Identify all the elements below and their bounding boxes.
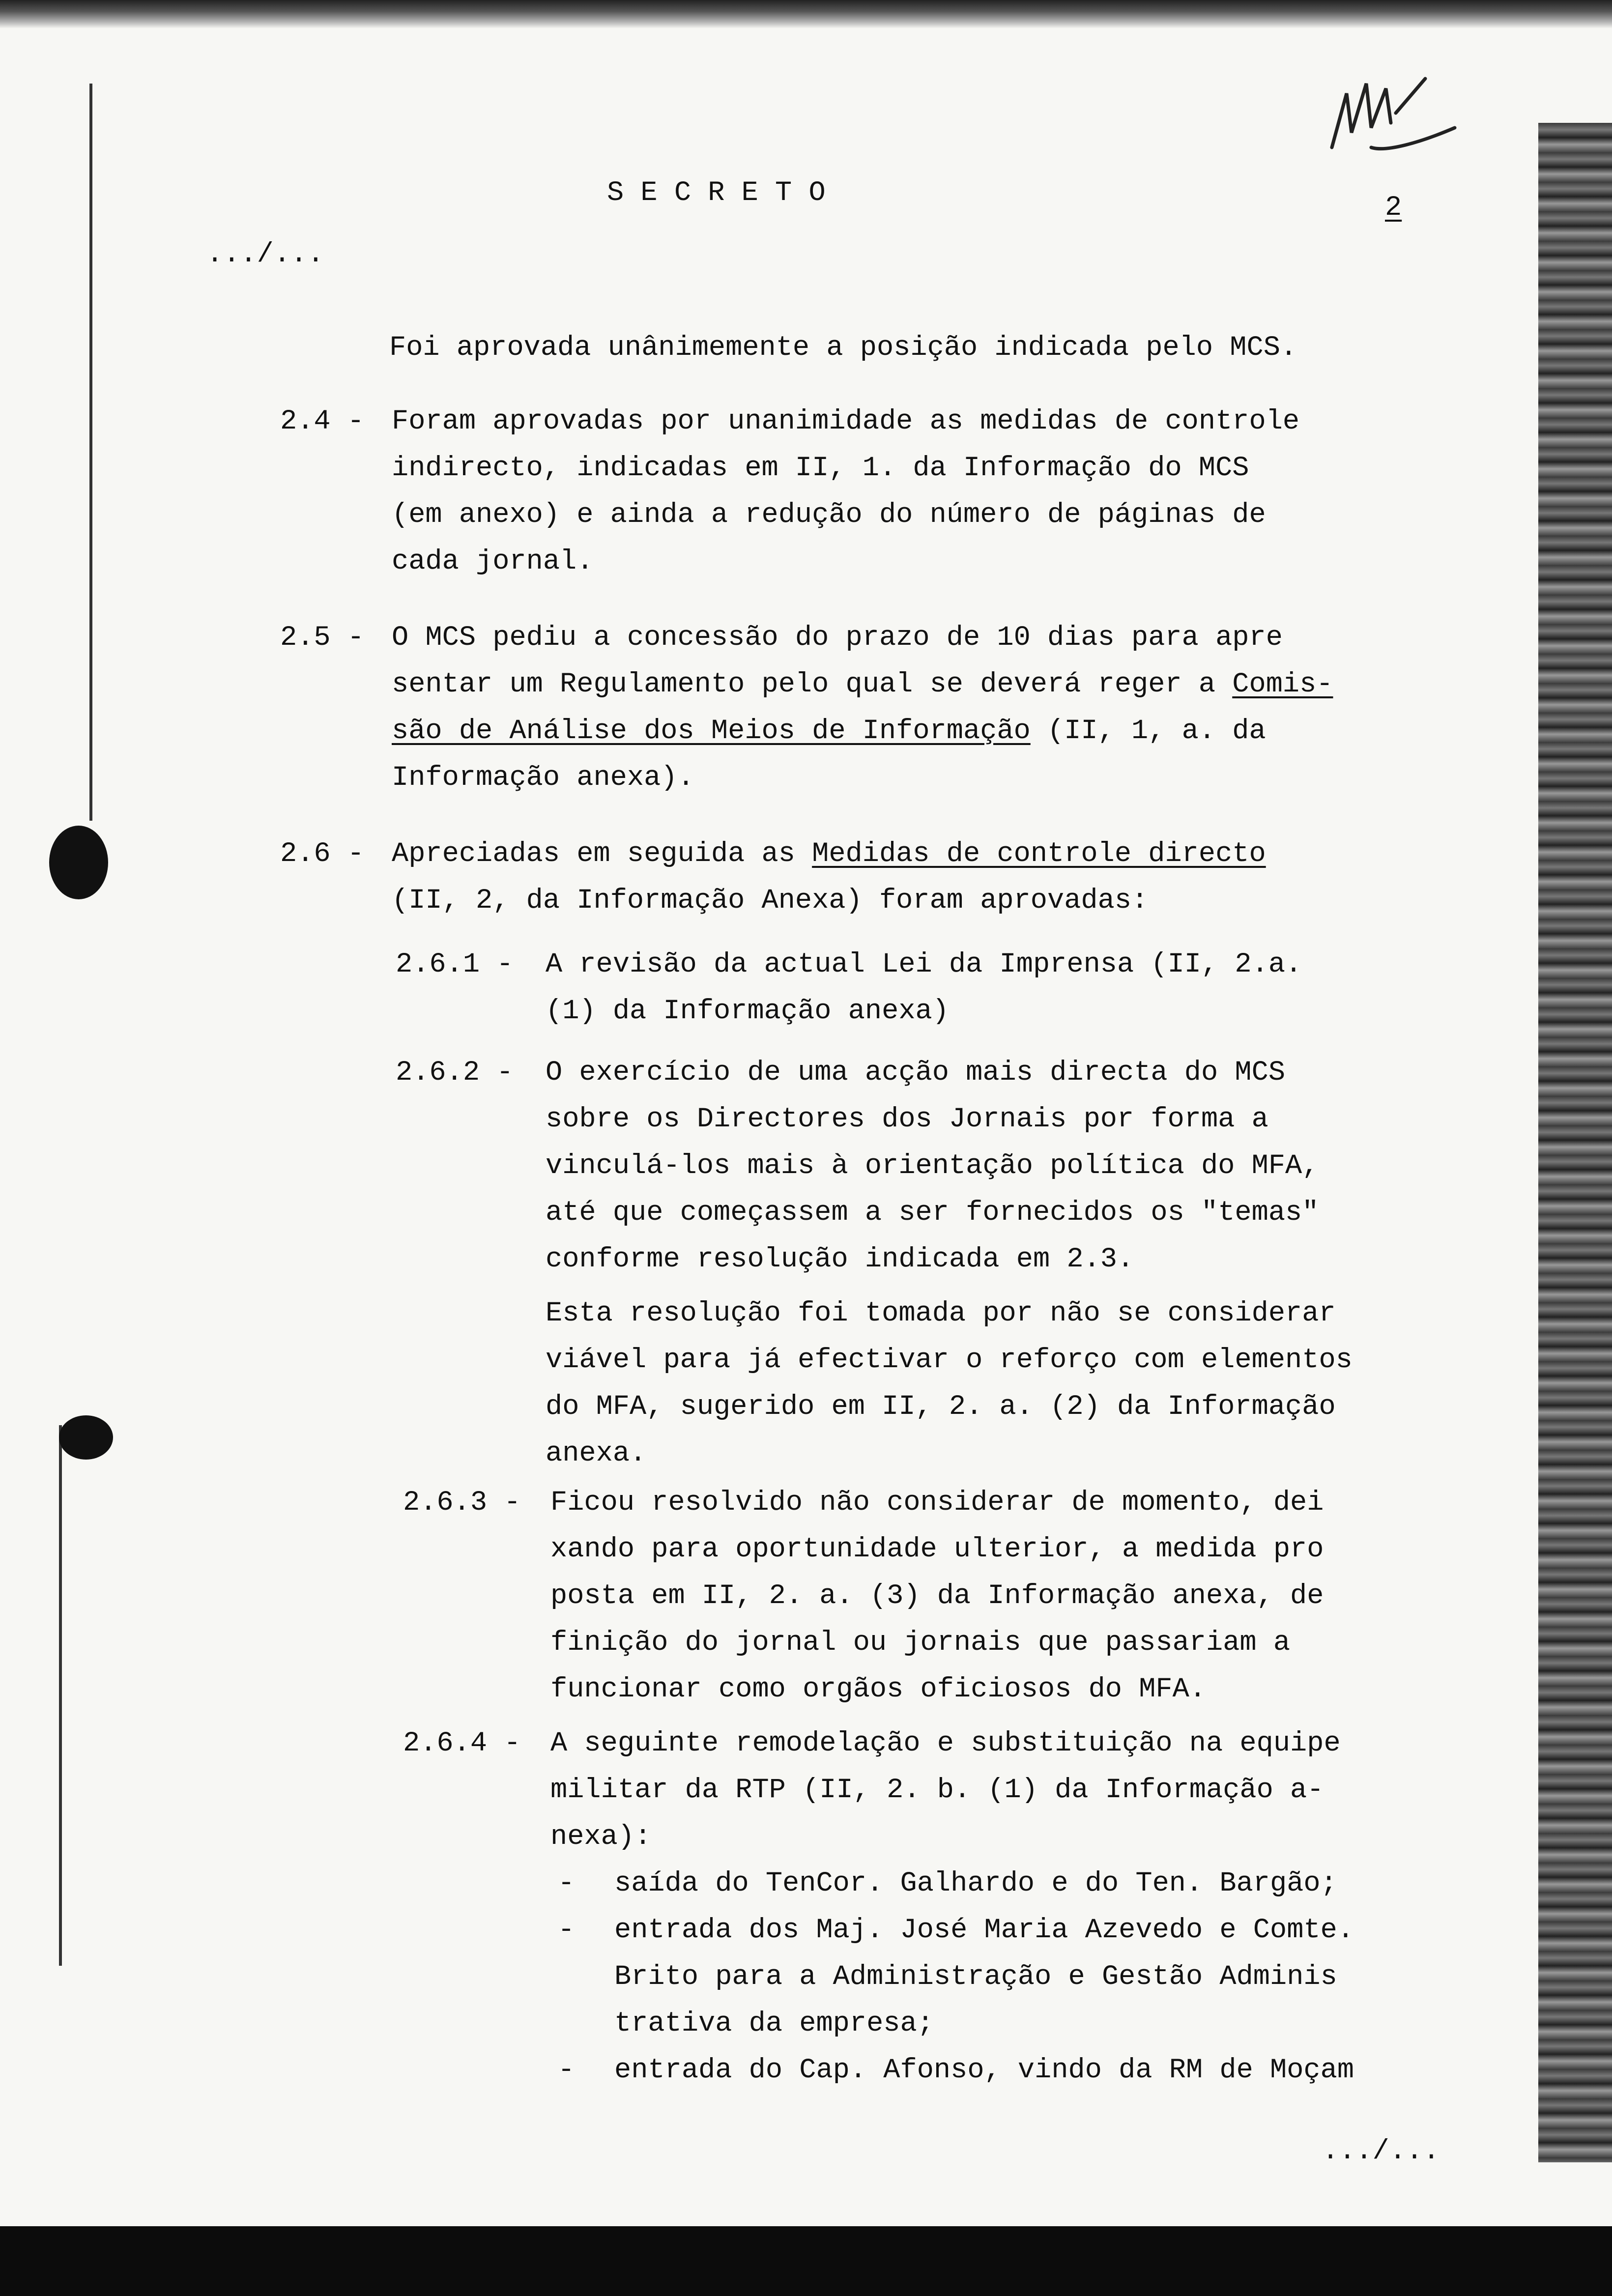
section-number-2-6-4: 2.6.4 -: [403, 1728, 521, 1759]
section-2-6-2-note-line: viável para já efectivar o reforço com elementos: [546, 1345, 1353, 1376]
section-2-6-2-line: conforme resolução indicada em 2.3.: [546, 1244, 1134, 1275]
section-2-5-line: O MCS pediu a concessão do prazo de 10 dias para apre: [392, 622, 1283, 654]
section-2-6-3-line: Ficou resolvido não considerar de momento, dei: [550, 1487, 1324, 1519]
scan-top-edge: [0, 0, 1612, 29]
bullet-item-continuation: trativa da empresa;: [614, 2008, 934, 2039]
section-2-6-2-note-line: anexa.: [546, 1438, 647, 1469]
bullet-dash: -: [558, 2055, 575, 2086]
punch-hole: [59, 1415, 113, 1460]
page-number: 2: [1385, 192, 1402, 224]
bullet-item-continuation: Brito para a Administração e Gestão Adminis: [614, 1961, 1337, 1993]
scan-left-edge: [89, 84, 92, 821]
section-2-6-4-line: militar da RTP (II, 2. b. (1) da Informação a-: [550, 1775, 1324, 1806]
section-number-2-6: 2.6 -: [280, 838, 365, 870]
section-2-6-4-line: A seguinte remodelação e substituição na equipe: [550, 1728, 1341, 1759]
bullet-item: saída do TenCor. Galhardo e do Ten. Bargão;: [614, 1868, 1337, 1899]
section-2-4-line: (em anexo) e ainda a redução do número de páginas de: [392, 499, 1266, 531]
punch-hole: [49, 826, 108, 899]
section-2-5-line: sentar um Regulamento pelo qual se deverá reger a Comis-: [392, 669, 1333, 700]
section-2-6-3-line: xando para oportunidade ulterior, a medida pro: [550, 1534, 1324, 1565]
section-2-6-4-line: nexa):: [550, 1821, 652, 1853]
bullet-item: entrada dos Maj. José Maria Azevedo e Comte.: [614, 1915, 1354, 1946]
classification-heading: S E C R E T O: [607, 177, 826, 209]
bullet-item: entrada do Cap. Afonso, vindo da RM de Moçam: [614, 2055, 1354, 2086]
section-2-6-3-line: funcionar como orgãos oficiosos do MFA.: [550, 1674, 1207, 1705]
section-2-4-line: Foram aprovadas por unanimidade as medidas de controle: [392, 406, 1300, 437]
section-2-5-line: são de Análise dos Meios de Informação (II, 1, a. da: [392, 716, 1266, 747]
section-number-2-4: 2.4 -: [280, 406, 365, 437]
section-2-6-2-line: vinculá-los mais à orientação política do MFA,: [546, 1150, 1319, 1182]
section-2-6-2-line: sobre os Directores dos Jornais por forma a: [546, 1104, 1268, 1135]
section-2-6-2-note-line: Esta resolução foi tomada por não se considerar: [546, 1298, 1336, 1329]
bullet-dash: -: [558, 1868, 575, 1899]
section-2-6-2-line: O exercício de uma acção mais directa do MCS: [546, 1057, 1286, 1089]
section-number-2-5: 2.5 -: [280, 622, 365, 654]
section-2-4-line: cada jornal.: [392, 546, 594, 577]
section-2-6-line: Apreciadas em seguida as Medidas de controle directo: [392, 838, 1266, 870]
continuation-marker-bottom: .../...: [1322, 2136, 1440, 2167]
section-2-6-line: (II, 2, da Informação Anexa) foram aprovadas:: [392, 885, 1149, 917]
continuation-marker-top: .../...: [206, 239, 324, 270]
section-2-5-line: Informação anexa).: [392, 762, 694, 794]
scan-bottom-edge: [0, 2226, 1612, 2296]
intro-paragraph: Foi aprovada unânimemente a posição indicada pelo MCS.: [389, 332, 1297, 364]
section-2-6-3-line: posta em II, 2. a. (3) da Informação anexa, de: [550, 1580, 1324, 1612]
section-number-2-6-2: 2.6.2 -: [396, 1057, 514, 1089]
handwritten-initials: [1312, 74, 1460, 167]
section-2-6-2-line: até que começassem a ser fornecidos os "temas": [546, 1197, 1319, 1229]
scan-right-edge: [1538, 123, 1612, 2162]
scan-left-edge-lower: [59, 1425, 62, 1966]
section-number-2-6-1: 2.6.1 -: [396, 949, 514, 980]
section-2-6-3-line: finição do jornal ou jornais que passariam a: [550, 1627, 1291, 1659]
bullet-dash: -: [558, 1915, 575, 1946]
section-2-4-line: indirecto, indicadas em II, 1. da Informação do MCS: [392, 453, 1249, 484]
section-number-2-6-3: 2.6.3 -: [403, 1487, 521, 1519]
section-2-6-1-line: A revisão da actual Lei da Imprensa (II, 2.a.: [546, 949, 1302, 980]
section-2-6-2-note-line: do MFA, sugerido em II, 2. a. (2) da Informação: [546, 1391, 1336, 1423]
section-2-6-1-line: (1) da Informação anexa): [546, 996, 949, 1027]
